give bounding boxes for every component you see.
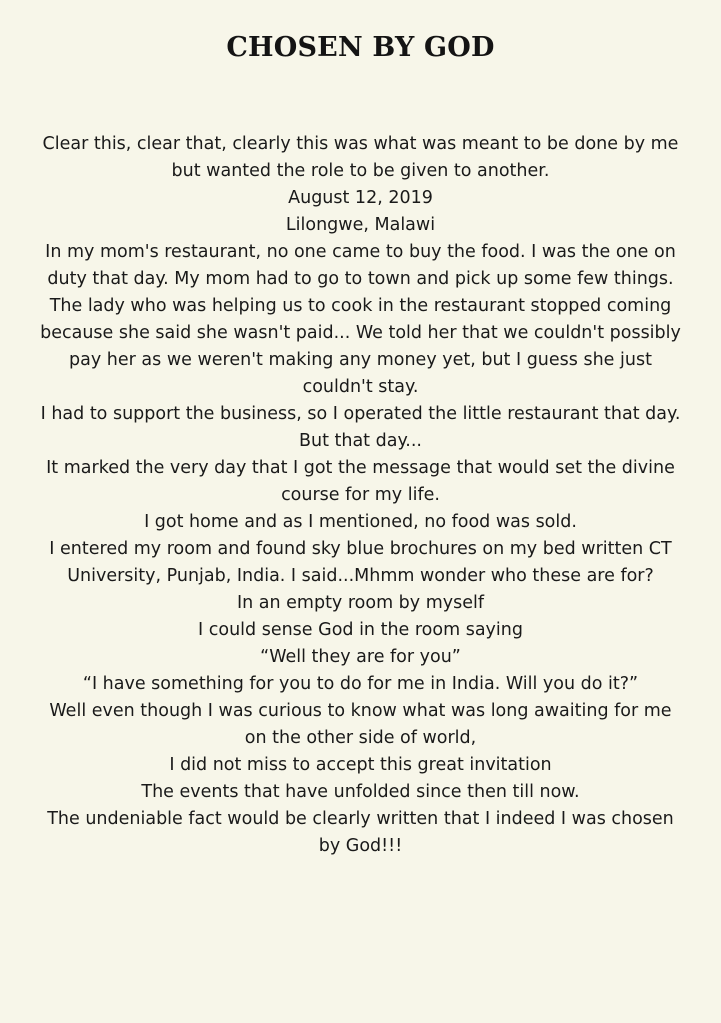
intro-line: Clear this, clear that, clearly this was what was meant to be done by me but wanted the role to be given to another. [42, 134, 679, 181]
story-body [40, 131, 681, 860]
page-title: CHOSEN BY GOD [226, 32, 495, 63]
closing-line: The undeniable fact would be clearly written that I indeed I was chosen by God!!! [47, 809, 674, 856]
message-line: It marked the very day that I got the message that would set the divine course for my life. [46, 458, 675, 505]
sense-god-line: I could sense God in the room saying [198, 620, 523, 640]
accept-invitation-line: I did not miss to accept this great invitation [169, 755, 552, 775]
events-line: The events that have unfolded since then till now. [141, 782, 580, 802]
empty-room-line: In an empty room by myself [236, 593, 485, 613]
but-that-day-line: But that day... [298, 431, 422, 451]
quote-for-you-line: “Well they are for you” [260, 647, 461, 667]
restaurant-paragraph: In my mom's restaurant, no one came to buy the food. I was the one on duty that day. My mom had to go to town and pick up some few things. The lady who was helping us to cook in the restaurant stopped coming because she said she wasn't paid... We told her that we couldn't possibly pay her as we weren't making any money yet, but I guess she just couldn't stay. [40, 242, 681, 397]
brochures-line: I entered my room and found sky blue brochures on my bed written CT University, Punjab, India. I said...Mhmm wonder who these are for? [49, 539, 672, 586]
support-business-line: I had to support the business, so I operated the little restaurant that day. [40, 404, 681, 424]
location-line: Lilongwe, Malawi [285, 215, 436, 235]
got-home-line: I got home and as I mentioned, no food was sold. [144, 512, 577, 532]
curious-line: Well even though I was curious to know what was long awaiting for me on the other side of world, [49, 701, 672, 748]
date-line: August 12, 2019 [288, 188, 433, 208]
quote-india-line: “I have something for you to do for me in India. Will you do it?” [82, 674, 639, 694]
